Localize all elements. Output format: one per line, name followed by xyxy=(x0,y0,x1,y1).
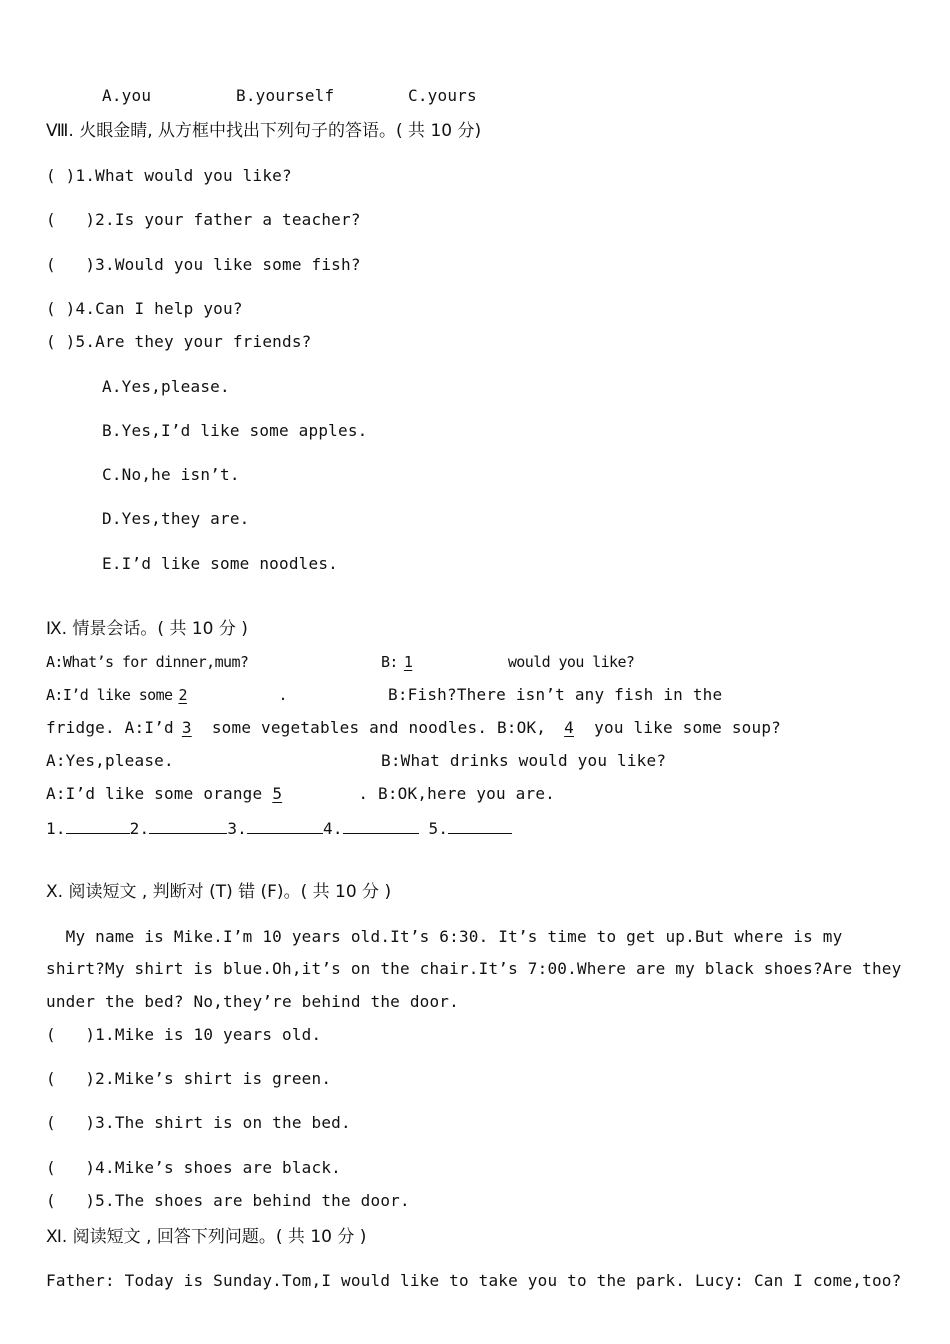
dialogue-line-1b: B: 1 would you like? xyxy=(381,653,635,671)
s8-answer-a: A.Yes,please. xyxy=(102,377,230,396)
tf-item-5: ( )5.The shoes are behind the door. xyxy=(46,1191,410,1210)
tf-item-2: ( )2.Mike’s shirt is green. xyxy=(46,1069,332,1088)
dialogue-line-5: A:I’d like some orange 5 . B:OK,here you are. xyxy=(46,784,555,803)
s8-question-1: ( )1.What would you like? xyxy=(46,166,292,185)
s8-answer-e: E.I’d like some noodles. xyxy=(102,554,338,573)
option-a: A.you xyxy=(102,86,152,105)
option-b: B.yourself xyxy=(236,86,335,105)
passage-line-2: shirt?My shirt is blue.Oh,it’s on the chair.It’s 7:00.Where are my black shoes?Are they xyxy=(46,959,902,978)
section-11-heading: Ⅺ. 阅读短文 , 回答下列问题。( 共 10 分 ) xyxy=(46,1227,367,1247)
answer-blank-2[interactable] xyxy=(149,817,227,834)
answer-blank-3[interactable] xyxy=(247,817,323,834)
answer-blank-5[interactable] xyxy=(448,817,512,834)
dialogue-line-4a: A:Yes,please. xyxy=(46,751,174,770)
answer-blanks-row: 1. 2. 3. 4. 5. xyxy=(46,817,512,839)
s8-question-3: ( )3.Would you like some fish? xyxy=(46,255,361,274)
s8-answer-c: C.No,he isn’t. xyxy=(102,465,240,484)
s8-question-2: ( )2.Is your father a teacher? xyxy=(46,210,361,229)
s8-question-5: ( )5.Are they your friends? xyxy=(46,332,312,351)
blank-5: 5 xyxy=(272,784,283,803)
s8-answer-b: B.Yes,I’d like some apples. xyxy=(102,421,368,440)
option-c: C.yours xyxy=(408,86,477,105)
s8-question-4: ( )4.Can I help you? xyxy=(46,299,243,318)
dialogue-line-1a: A:What’s for dinner,mum? xyxy=(46,653,249,671)
section-9-heading: Ⅸ. 情景会话。( 共 10 分 ) xyxy=(46,619,248,639)
blank-3: 3 xyxy=(181,718,192,737)
dialogue-line-4b: B:What drinks would you like? xyxy=(381,751,667,770)
tf-item-1: ( )1.Mike is 10 years old. xyxy=(46,1025,322,1044)
s8-answer-d: D.Yes,they are. xyxy=(102,509,250,528)
section-8-heading: Ⅷ. 火眼金睛, 从方框中找出下列句子的答语。( 共 10 分) xyxy=(46,121,482,141)
blank-2: 2 xyxy=(178,686,187,704)
passage-line-1: My name is Mike.I’m 10 years old.It’s 6:30. It’s time to get up.But where is my xyxy=(46,927,843,946)
tf-item-4: ( )4.Mike’s shoes are black. xyxy=(46,1158,341,1177)
dialogue-line-2b: B:Fish?There isn’t any fish in the xyxy=(388,685,723,704)
tf-item-3: ( )3.The shirt is on the bed. xyxy=(46,1113,351,1132)
answer-blank-4[interactable] xyxy=(343,817,419,834)
section-10-heading: Ⅹ. 阅读短文 , 判断对 (T) 错 (F)。( 共 10 分 ) xyxy=(46,882,392,902)
dialogue-line-3: fridge. A:I’d 3 some vegetables and noodles. B:OK, 4 you like some soup? xyxy=(46,718,781,737)
blank-1: 1 xyxy=(403,653,413,671)
dialogue-line-2a: A:I’d like some 2 . xyxy=(46,686,287,704)
passage-11-line-1: Father: Today is Sunday.Tom,I would like to take you to the park. Lucy: Can I come,too? xyxy=(46,1271,902,1290)
blank-4: 4 xyxy=(564,718,574,737)
passage-line-3: under the bed? No,they’re behind the door. xyxy=(46,992,459,1011)
answer-blank-1[interactable] xyxy=(66,817,130,834)
